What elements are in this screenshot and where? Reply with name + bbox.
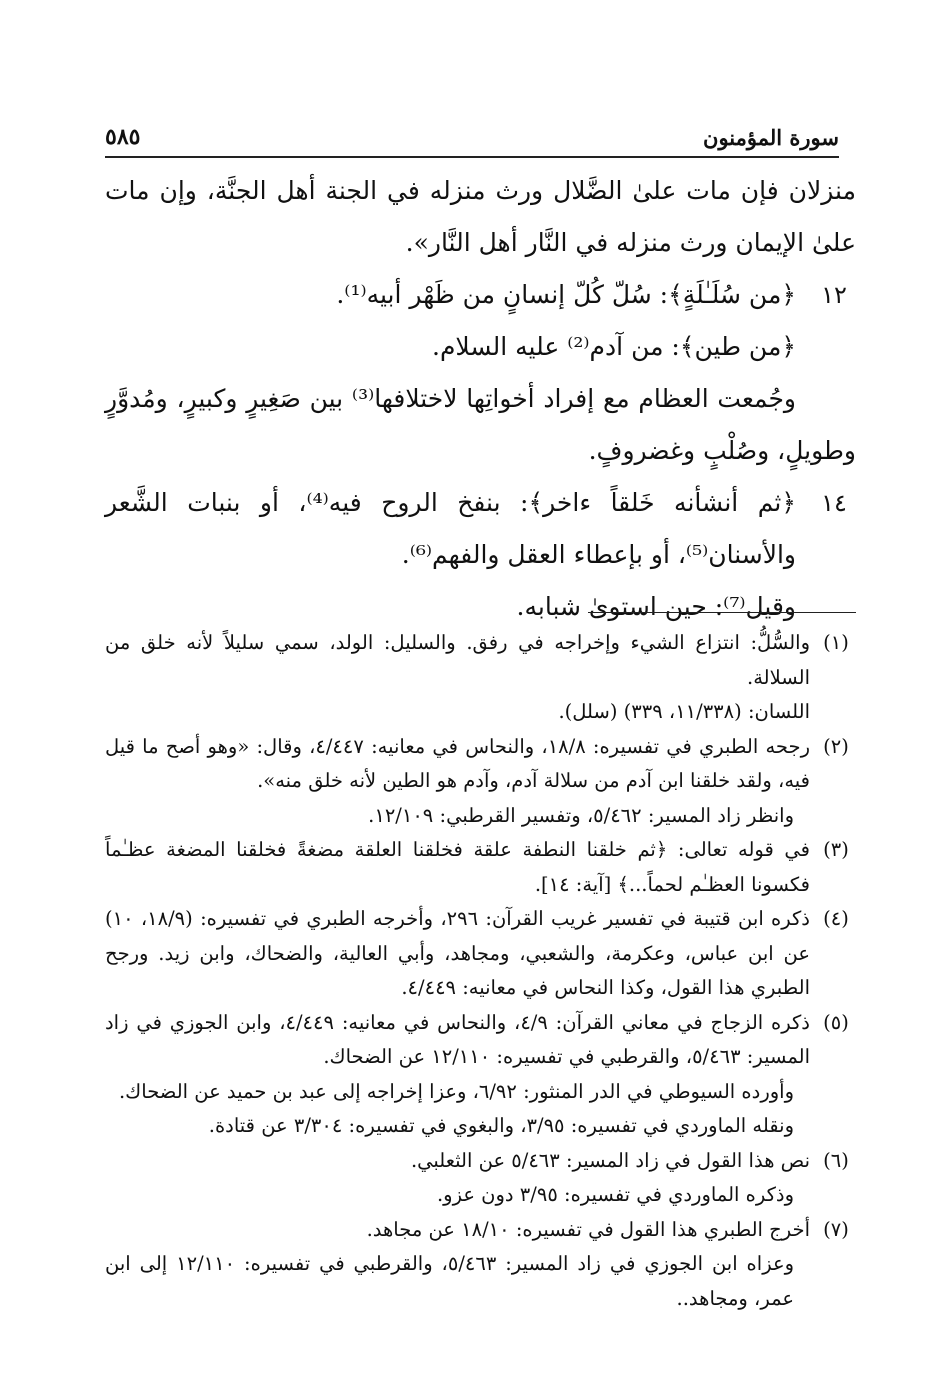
footnote-number: (٢) (823, 734, 849, 758)
ayah-14-text: ﴿ثم أنشأنه خَلقاً ءاخر﴾: بنفخ الروح فيه⁽⁴⁾، أو بنبات الشَّعر والأسنان⁽⁵⁾، أو بإعطاء العقل والفهم⁽⁶⁾. (105, 488, 796, 569)
footnote-line: وعزاه ابن الجوزي في زاد المسير: ٥/٤٦٣، والقرطبي في تفسيره: ١٢/١١٠ إلى ابن عمر، ومجاهد.. (105, 1252, 795, 1310)
footnote-5 (105, 1006, 856, 1144)
footnote-3 (105, 833, 856, 902)
footnote-6 (105, 1144, 856, 1213)
footnote-number: (٧) (823, 1217, 849, 1241)
footnote-line: ذكره ابن قتيبة في تفسير غريب القرآن: ٢٩٦، وأخرجه الطبري في تفسيره: (١٨/٩، ١٠) عن ابن عباس، وعكرمة، والشعبي، ومجاهد، وأبي العالية، والضحاك، وابن زيد. ورجح الطبري هذا القول، وكذا النحاس في معانيه: ٤/٤٤٩. (105, 907, 810, 999)
footnote-number: (٣) (823, 838, 849, 861)
footnote-line: ونقله الماوردي في تفسيره: ٣/٩٥، والبغوي في تفسيره: ٣/٣٠٤ عن قتادة. (208, 1114, 794, 1137)
intro-paragraph: منزلان فإن مات علىٰ الضَّلال ورث منزله في الجنة أهل الجنَّة، وإن مات علىٰ الإيمان ورث منزله في النَّار أهل النَّار». (105, 176, 856, 257)
ayah-12-line-1: ﴿من سُلَـٰلَةٍ﴾: سُلّ كُلّ إنسانٍ من ظَهْر أبيه⁽¹⁾. (336, 280, 796, 309)
page-header (105, 118, 839, 158)
footnote-line: والسُّلُّ: انتزاع الشيء وإخراجه في رفق. والسليل: الولد، سمي سليلاً لأنه خلق من السلالة. (105, 631, 810, 689)
footnote-line: في قوله تعالى: ﴿ثم خلقنا النطفة علقة فخلقنا العلقة مضغةً فخلقنا المضغة عظـٰماً فكسونا العظـٰم لحماً...﴾ [آية: ١٤]. (105, 838, 810, 896)
footnote-line: ذكره الزجاج في معاني القرآن: ٤/٩، والنحاس في معانيه: ٤/٤٤٩، وابن الجوزي في زاد المسير: ٥/٤٦٣، والقرطبي في تفسيره: ١٢/١١٠ عن الضحاك. (105, 1010, 810, 1068)
ayah-12-block (105, 269, 856, 373)
footnote-line: اللسان: (١١/٣٣٨، ٣٣٩) (سلل). (558, 700, 810, 723)
last-line: وقيل⁽⁷⁾: حين استوىٰ شبابه. (516, 592, 796, 621)
ayah-14-block (105, 477, 856, 581)
footnote-number: (٤) (823, 907, 849, 930)
footnote-line: نص هذا القول في زاد المسير: ٥/٤٦٣ عن الثعلبي. (410, 1148, 810, 1172)
footnote-line: أخرج الطبري هذا القول في تفسيره: ١٨/١٠ عن مجاهد. (366, 1217, 810, 1241)
footnote-2 (105, 730, 856, 834)
footnote-line: وانظر زاد المسير: ٥/٤٦٢، وتفسير القرطبي: ١٢/١٠٩. (368, 803, 794, 827)
footnote-line: وذكره الماوردي في تفسيره: ٣/٩٥ دون عزو. (436, 1183, 794, 1206)
footnotes (105, 626, 856, 1316)
ayah-12-line-2: ﴿من طين﴾: من آدم⁽²⁾ عليه السلام. (432, 332, 796, 361)
main-text (105, 165, 856, 633)
footnote-number: (٥) (823, 1010, 849, 1034)
footnote-line: رجحه الطبري في تفسيره: ١٨/٨، والنحاس في معانيه: ٤/٤٤٧، وقال: «وهو أصح ما قيل فيه، ولقد خلقنا ابن آدم من سلالة آدم، وآدم هو الطين لأنه خلق منه». (105, 734, 810, 792)
footnote-line: وأورده السيوطي في الدر المنثور: ٦/٩٢، وعزا إخراجه إلى عبد بن حميد عن الضحاك. (118, 1079, 794, 1103)
ayah-number-12: ١٢ (821, 281, 847, 309)
page-number: ٥٨٥ (105, 124, 141, 150)
footnote-number: (١) (823, 631, 849, 654)
footnote-number: (٦) (823, 1148, 849, 1172)
footnote-1 (105, 626, 856, 730)
footnote-separator (588, 612, 856, 613)
footnote-7 (105, 1213, 856, 1317)
footnote-4 (105, 902, 856, 1006)
bones-paragraph: وجُمعت العظام مع إفراد أخواتِها لاختلافها⁽³⁾ بين صَغِيرٍ وكبيرٍ، ومُدوَّرٍ وطويلٍ، وصُلْبٍ وغضروفٍ. (105, 384, 856, 465)
ayah-number-14: ١٤ (821, 489, 847, 517)
surah-title: سورة المؤمنون (703, 125, 839, 150)
